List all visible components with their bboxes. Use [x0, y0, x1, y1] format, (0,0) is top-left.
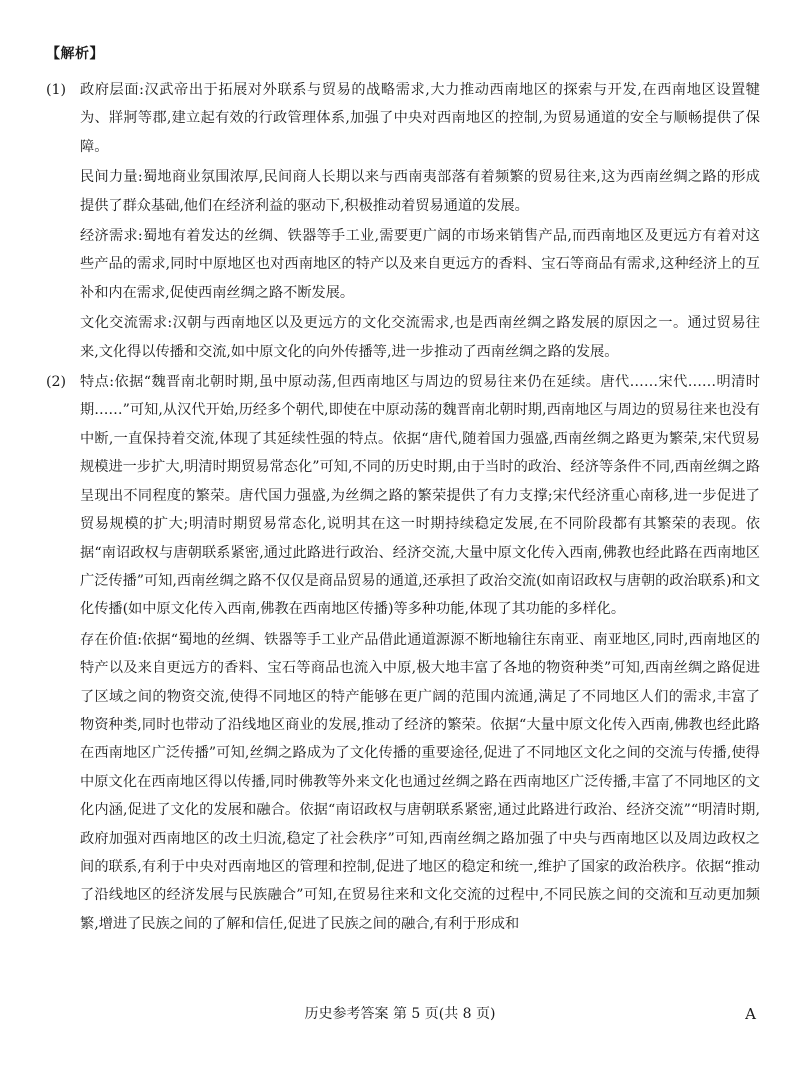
answer-item-2 [46, 368, 760, 938]
item-body [80, 368, 760, 938]
item-body [80, 76, 760, 366]
answer-item-1 [46, 76, 760, 366]
paragraph-characteristics: 特点:依据“魏晋南北朝时期,虽中原动荡,但西南地区与周边的贸易往来仍在延续。唐代……宋代……明清时期……”可知,从汉代开始,历经多个朝代,即使在中原动荡的魏晋南北朝时期,西南地区与周边的贸易往来也没有中断,一直保持着交流,体现了其延续性强的特点。依据“唐代,随着国力强盛,西南丝绸之路更为繁荣,宋代贸易规模进一步扩大,明清时期贸易常态化”可知,不同的历史时期,由于当时的政治、经济等条件不同,西南丝绸之路呈现出不同程度的繁荣。唐代国力强盛,为丝绸之路的繁荣提供了有力支撑;宋代经济重心南移,进一步促进了贸易规模的扩大;明清时期贸易常态化,说明其在这一时期持续稳定发展,在不同阶段都有其繁荣的表现。依据“南诏政权与唐朝联系紧密,通过此路进行政治、经济交流,大量中原文化传入西南,佛教也经此路在西南地区广泛传播”可知,西南丝绸之路不仅仅是商品贸易的通道,还承担了政治交流(如南诏政权与唐朝的政治联系)和文化传播(如中原文化传入西南,佛教在西南地区传播)等多种功能,体现了其功能的多样化。 [80, 374, 760, 618]
paragraph-folk-power: 民间力量:蜀地商业氛围浓厚,民间商人长期以来与西南夷部落有着频繁的贸易往来,这为西南丝绸之路的形成提供了群众基础,他们在经济利益的驱动下,积极推动着贸易通道的发展。 [80, 169, 760, 214]
analysis-content [46, 76, 760, 938]
paragraph-value: 存在价值:依据“蜀地的丝绸、铁器等手工业产品借此通道源源不断地输往东南亚、南亚地区,同时,西南地区的特产以及来自更远方的香料、宝石等商品也流入中原,极大地丰富了各地的物资种类”可知,西南丝绸之路促进了区域之间的物资交流,使得不同地区的特产能够在更广阔的范围内流通,满足了不同地区人们的需求,丰富了物资种类,同时也带动了沿线地区商业的发展,推动了经济的繁荣。依据“大量中原文化传入西南,佛教也经此路在西南地区广泛传播”可知,丝绸之路成为了文化传播的重要途径,促进了不同地区文化之间的交流与传播,使得中原文化在西南地区得以传播,同时佛教等外来文化也通过丝绸之路在西南地区广泛传播,丰富了不同地区的文化内涵,促进了文化的发展和融合。依据“南诏政权与唐朝联系紧密,通过此路进行政治、经济交流”“明清时期,政府加强对西南地区的改土归流,稳定了社会秩序”可知,西南丝绸之路加强了中央与西南地区以及周边政权之间的联系,有利于中央对西南地区的管理和控制,促进了地区的稳定和统一,维护了国家的政治秩序。依据“推动了沿线地区的经济发展与民族融合”可知,在贸易往来和文化交流的过程中,不同民族之间的交流和互动更加频繁,增进了民族之间的了解和信任,促进了民族之间的融合,有利于形成和 [80, 631, 760, 932]
paragraph-economic-demand: 经济需求:蜀地有着发达的丝绸、铁器等手工业,需要更广阔的市场来销售产品,而西南地区及更远方有着对这些产品的需求,同时中原地区也对西南地区的特产以及来自更远方的香料、宝石等商品有需求,这种经济上的互补和内在需求,促使西南丝绸之路不断发展。 [80, 228, 760, 301]
item-number: (2) [46, 374, 67, 391]
paper-version-mark: A [745, 1005, 756, 1023]
paragraph-cultural-exchange: 文化交流需求:汉朝与西南地区以及更远方的文化交流需求,也是西南丝绸之路发展的原因之一。通过贸易往来,文化得以传播和交流,如中原文化的向外传播等,进一步推动了西南丝绸之路的发展。 [80, 315, 760, 360]
page-footer: 历史参考答案 第 5 页(共 8 页) [304, 1006, 496, 1022]
analysis-heading: 【解析】 [46, 46, 104, 62]
paragraph-government: 政府层面:汉武帝出于拓展对外联系与贸易的战略需求,大力推动西南地区的探索与开发,在西南地区设置犍为、牂牁等郡,建立起有效的行政管理体系,加强了中央对西南地区的控制,为贸易通道的安全与顺畅提供了保障。 [80, 82, 760, 155]
item-number: (1) [46, 82, 67, 98]
